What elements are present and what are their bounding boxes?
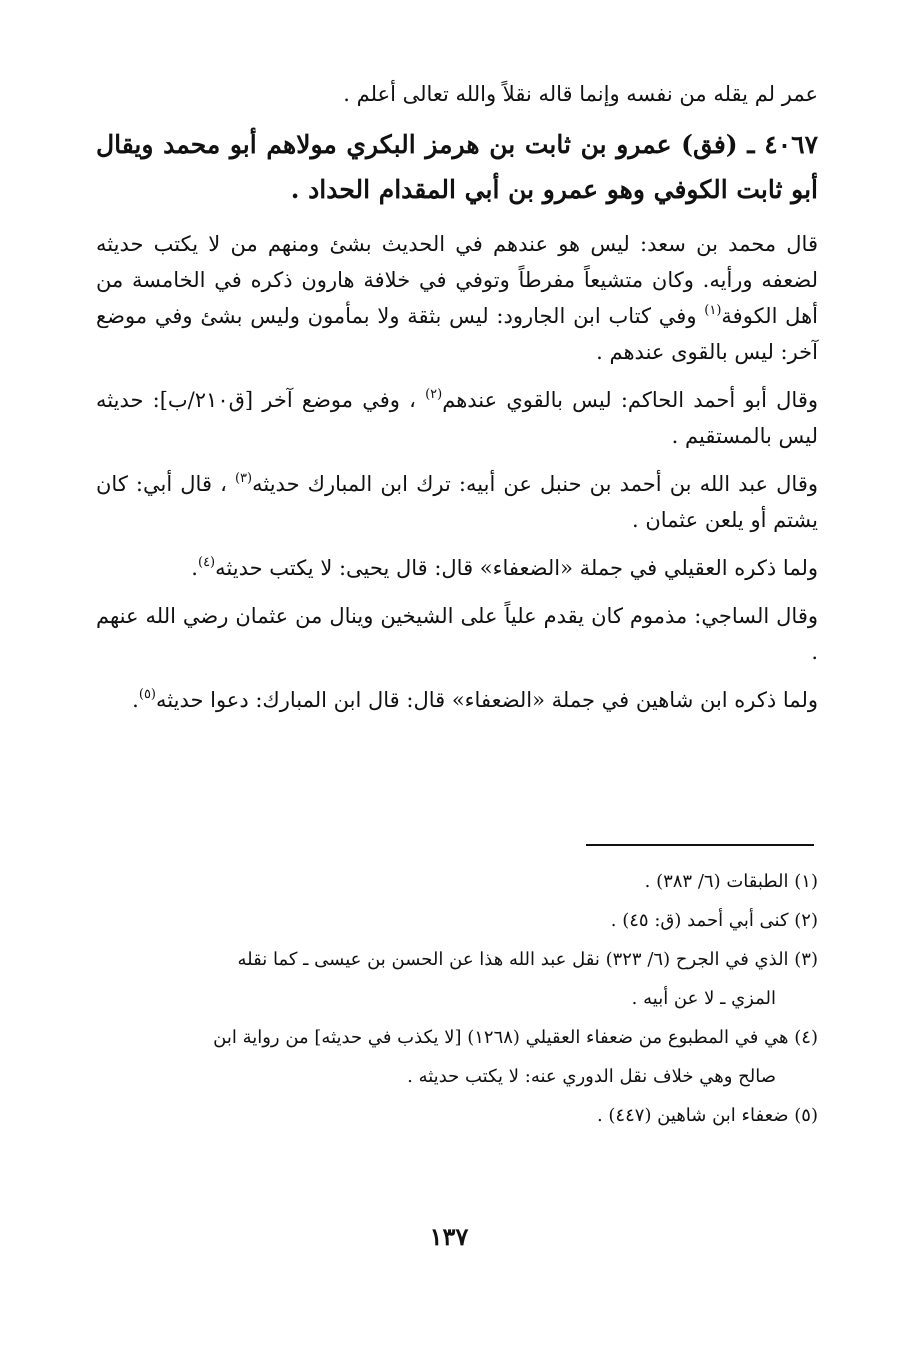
paragraph-uqaili: [96, 550, 818, 586]
paragraph-text: قال محمد بن سعد: ليس هو عندهم في الحديث بشئ ومنهم من لا يكتب حديثه لضعفه ورأيه. وكان متشيعاً مفرطاً وتوفي في خلافة هارون ذكره في الخامسة من أهل الكوفة: [96, 232, 818, 328]
paragraph-text: وفي كتاب ابن الجارود: ليس بثقة ولا بمأمون وليس بشئ وفي موضع آخر: ليس بالقوى عندهم .: [96, 304, 818, 364]
footnote-text: (٣) الذي في الجرح (٦/ ٣٢٣) نقل عبد الله هذا عن الحسن بن عيسى ـ كما نقله: [237, 949, 818, 970]
paragraph-hakim: [96, 382, 818, 454]
paragraph-text: وقال عبد الله بن أحمد بن حنبل عن أبيه: ترك ابن المبارك حديثه: [252, 472, 819, 496]
paragraph-saji: وقال الساجي: مذموم كان يقدم علياً على الشيخين وينال من عثمان رضي الله عنهم .: [96, 604, 818, 664]
page-number: ١٣٧: [429, 1222, 469, 1251]
footnote-divider: [586, 844, 814, 846]
footnote-ref[interactable]: (٣): [234, 471, 253, 486]
paragraph-ibn-shahin: [96, 682, 818, 718]
footnote-2: (٢) كنى أبي أحمد (ق: ٤٥) .: [610, 910, 818, 931]
footnote-ref[interactable]: (١): [704, 303, 722, 318]
footnote-continuation: المزي ـ لا عن أبيه .: [631, 988, 776, 1009]
paragraph-text: .: [132, 688, 139, 712]
paragraph-text: ولما ذكره العقيلي في جملة «الضعفاء» قال: قال يحيى: لا يكتب حديثه: [215, 556, 818, 580]
footnote-ref[interactable]: (٤): [197, 555, 216, 570]
paragraph-text: .: [191, 556, 198, 580]
footnote-3: [96, 940, 818, 1018]
paragraph-text: وقال أبو أحمد الحاكم: ليس بالقوي عندهم: [442, 388, 818, 412]
footnote-4: [96, 1018, 818, 1096]
footnote-5: (٥) ضعفاء ابن شاهين (٤٤٧) .: [596, 1105, 818, 1126]
paragraph-text: ، قال أبي: كان يشتم أو يلعن عثمان .: [96, 472, 818, 532]
entry-heading: ٤٠٦٧ ـ (فق) عمرو بن ثابت بن هرمز البكري مولاهم أبو محمد ويقال أبو ثابت الكوفي وهو عمرو بن أبي المقدام الحداد .: [96, 130, 818, 204]
main-text: [96, 76, 818, 730]
paragraph-text: ولما ذكره ابن شاهين في جملة «الضعفاء» قال: قال ابن المبارك: دعوا حديثه: [156, 688, 818, 712]
footnote-continuation: صالح وهي خلاف نقل الدوري عنه: لا يكتب حديثه .: [407, 1066, 776, 1087]
paragraph-continuation: عمر لم يقله من نفسه وإنما قاله نقلاً والله تعالى أعلم .: [343, 82, 818, 106]
paragraph-abdullah: [96, 466, 818, 538]
footnote-1: (١) الطبقات (٦/ ٣٨٣) .: [644, 871, 818, 892]
footnotes: [96, 862, 818, 1135]
paragraph-text: ، وفي موضع آخر [ق٢١٠/ب]: حديثه ليس بالمستقيم .: [96, 388, 818, 448]
paragraph-ibn-saad: [96, 226, 818, 370]
footnote-text: (٤) هي في المطبوع من ضعفاء العقيلي (١٢٦٨) [لا يكذب في حديثه] من رواية ابن: [213, 1027, 818, 1048]
footnote-ref[interactable]: (٢): [425, 387, 443, 402]
footnote-ref[interactable]: (٥): [138, 687, 156, 702]
